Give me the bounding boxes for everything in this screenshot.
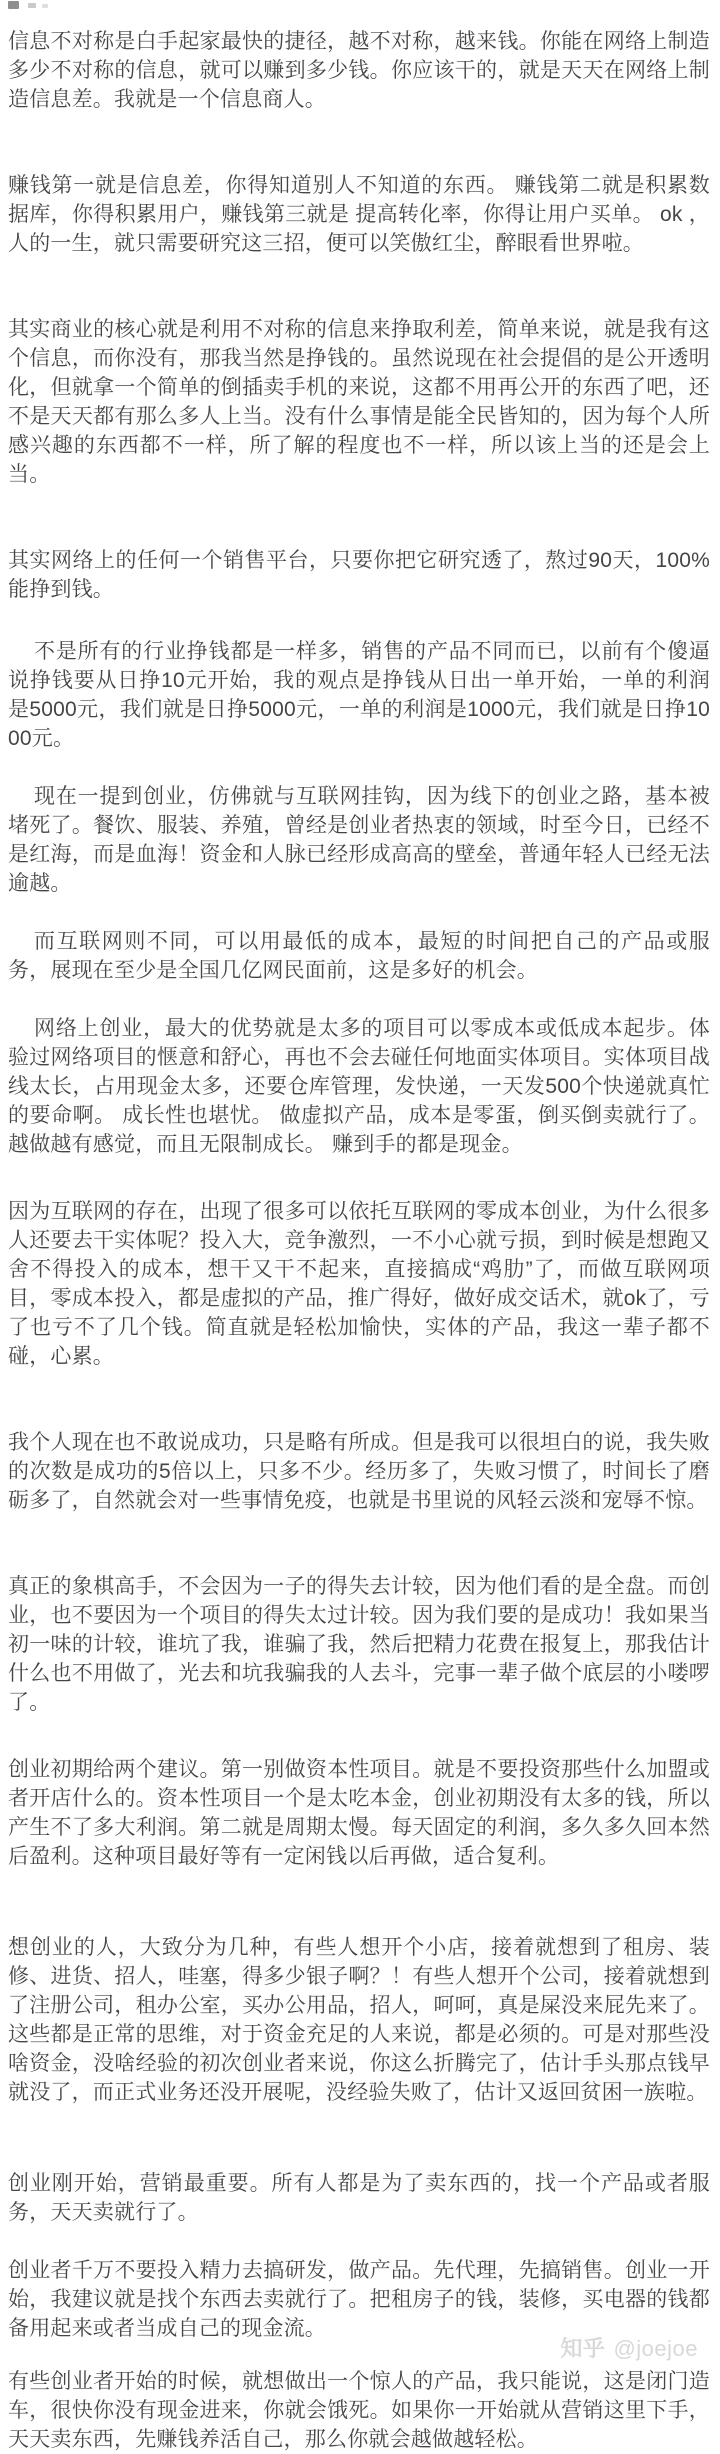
- paragraph: 不是所有的行业挣钱都是一样多，销售的产品不同而已，以前有个傻逼说挣钱要从日挣10元开始，我的观点是挣钱从日出一单开始，一单的利润是5000元，我们就是日挣5000元，一单的利润是1000元，我们就是日挣1000元。: [8, 640, 710, 750]
- paragraph: 而互联网则不同，可以用最低的成本，最短的时间把自己的产品或服务，展现在至少是全国几亿网民面前，这是多好的机会。: [8, 930, 710, 982]
- paragraph: 创业刚开始，营销最重要。所有人都是为了卖东西的，找一个产品或者服务，天天卖就行了。: [8, 2172, 710, 2224]
- paragraph: 现在一提到创业，仿佛就与互联网挂钩，因为线下的创业之路，基本被堵死了。餐饮、服装、养殖，曾经是创业者热衷的领域，时至今日，已经不是红海，而是血海！资金和人脉已经形成高高的壁垒，普通年轻人已经无法逾越。: [8, 785, 710, 895]
- paragraph: 网络上创业，最大的优势就是太多的项目可以零成本或低成本起步。体验过网络项目的惬意和舒心，再也不会去碰任何地面实体项目。实体项目战线太长，占用现金太多，还要仓库管理，发快递，一天发500个快递就真忙的要命啊。 成长性也堪忧。 做虚拟产品，成本是零蛋，倒买倒卖就行了。越做越有感觉，而且无限制成长。 赚到手的都是现金。: [8, 1017, 710, 1156]
- zhihu-logo-text: 知乎: [560, 2336, 606, 2361]
- paragraph: 其实商业的核心就是利用不对称的信息来挣取利差，简单来说，就是我有这个信息，而你没有，那我当然是挣钱的。虽然说现在社会提倡的是公开透明化，但就拿一个简单的倒插卖手机的来说，这都不用再公开的东西了吧，还不是天天都有那么多人上当。没有什么事情是能全民皆知的，因为每个人所感兴趣的东西都不一样，所了解的程度也不一样，所以该上当的还是会上当。: [8, 318, 710, 486]
- paragraph: 创业初期给两个建议。第一别做资本性项目。就是不要投资那些什么加盟或者开店什么的。资本性项目一个是太吃本金，创业初期没有太多的钱，所以产生不了多大利润。第二就是周期太慢。每天固定的利润，多久多久回本然后盈利。这种项目最好等有一定闲钱以后再做，适合复利。: [8, 1758, 710, 1868]
- paragraph: 真正的象棋高手，不会因为一子的得失去计较，因为他们看的是全盘。而创业，也不要因为一个项目的得失太过计较。因为我们要的是成功！我如果当初一味的计较，谁坑了我，谁骗了我，然后把精力花费在报复上，那我估计什么也不用做了，光去和坑我骗我的人去斗，完事一辈子做个底层的小喽啰了。: [8, 1575, 710, 1714]
- paragraph: 因为互联网的存在，出现了很多可以依托互联网的零成本创业，为什么很多人还要去干实体呢？投入大，竞争激烈，一不小心就亏损，到时候是想跑又舍不得投入的成本，想干又干不起来，直接搞成“鸡肋”了，而做互联网项目，零成本投入，都是虚拟的产品，推广得好，做好成交话术，就ok了，亏了也亏不了几个钱。简直就是轻松加愉快，实体的产品，我这一辈子都不碰，心累。: [8, 1200, 710, 1368]
- paragraph: 我个人现在也不敢说成功，只是略有所成。但是我可以很坦白的说，我失败的次数是成功的5倍以上，只多不少。经历多了，失败习惯了，时间长了磨砺多了，自然就会对一些事情免疫，也就是书里说的风轻云淡和宠辱不惊。: [8, 1431, 710, 1512]
- paragraph: 赚钱第一就是信息差，你得知道别人不知道的东西。 赚钱第二就是积累数据库，你得积累用户，赚钱第三就是 提高转化率，你得让用户买单。 ok ， 人的一生，就只需要研究这三招，便可以笑傲红尘，醉眼看世界啦。: [8, 174, 710, 255]
- paragraph: 信息不对称是白手起家最快的捷径，越不对称，越来钱。你能在网络上制造多少不对称的信息，就可以赚到多少钱。你应该干的，就是天天在网络上制造信息差。我就是一个信息商人。: [8, 30, 710, 111]
- zhihu-watermark: [560, 2332, 698, 2363]
- paragraph: 想创业的人，大致分为几种，有些人想开个小店，接着就想到了租房、装修、进货、招人，哇塞，得多少银子啊？！有些人想开个公司，接着就想到了注册公司，租办公室，买办公用品，招人，呵呵，真是屎没来屁先来了。这些都是正常的思维，对于资金充足的人来说，都是必须的。可是对那些没啥资金，没啥经验的初次创业者来说，你这么折腾完了，估计手头那点钱早就没了，而正式业务还没开展呢，没经验失败了，估计又返回贫困一族啦。: [8, 1936, 710, 2104]
- paragraph: 其实网络上的任何一个销售平台，只要你把它研究透了，熬过90天，100%能挣到钱。: [8, 549, 710, 601]
- paragraph: 创业者千万不要投入精力去搞研发，做产品。先代理，先搞销售。创业一开始，我建议就是找个东西去卖就行了。把租房子的钱，装修，买电器的钱都备用起来或者当成自己的现金流。: [8, 2259, 710, 2340]
- watermark-username: @joejoe: [613, 2336, 698, 2361]
- paragraph: 有些创业者开始的时候，就想做出一个惊人的产品，我只能说，这是闭门造车，很快你没有现金进来，你就会饿死。如果你一开始就从营销这里下手，天天卖东西，先赚钱养活自己，那么你就会越做越轻松。: [8, 2370, 710, 2451]
